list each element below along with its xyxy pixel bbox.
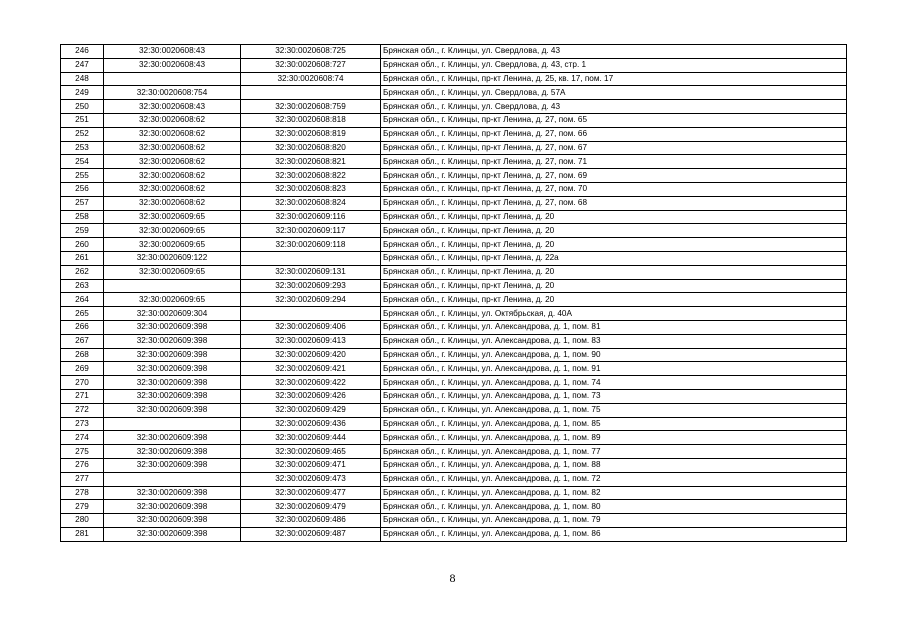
address-cell: Брянская обл., г. Клинцы, ул. Александрова, д. 1, пом. 75 [381,403,847,417]
cadastral-number-cell: 32:30:0020608:823 [241,182,381,196]
address-cell: Брянская обл., г. Клинцы, ул. Октябрьская, д. 40А [381,307,847,321]
row-number-cell: 258 [61,210,104,224]
table-row [61,251,847,265]
table-row [61,376,847,390]
cadastral-number-cell: 32:30:0020609:118 [241,238,381,252]
row-number-cell: 281 [61,527,104,541]
cadastral-number-cell: 32:30:0020608:822 [241,169,381,183]
address-cell: Брянская обл., г. Клинцы, ул. Александрова, д. 1, пом. 91 [381,362,847,376]
address-cell: Брянская обл., г. Клинцы, ул. Александрова, д. 1, пом. 77 [381,445,847,459]
cadastral-number-cell: 32:30:0020609:117 [241,224,381,238]
cadastral-number-cell: 32:30:0020609:406 [241,320,381,334]
table-row [61,514,847,528]
cadastral-number-cell: 32:30:0020609:436 [241,417,381,431]
row-number-cell: 276 [61,458,104,472]
page-number: 8 [449,571,456,585]
parent-cadastral-number-cell: 32:30:0020608:43 [104,58,241,72]
row-number-cell: 269 [61,362,104,376]
parent-cadastral-number-cell: 32:30:0020609:398 [104,362,241,376]
cadastral-number-cell: 32:30:0020608:821 [241,155,381,169]
row-number-cell: 275 [61,445,104,459]
cadastral-number-cell: 32:30:0020608:819 [241,127,381,141]
table-row [61,72,847,86]
parent-cadastral-number-cell: 32:30:0020608:62 [104,113,241,127]
cadastral-number-cell [241,86,381,100]
cadastral-number-cell: 32:30:0020609:444 [241,431,381,445]
address-cell: Брянская обл., г. Клинцы, ул. Александрова, д. 1, пом. 83 [381,334,847,348]
cadastral-number-cell [241,251,381,265]
table-row [61,486,847,500]
parent-cadastral-number-cell: 32:30:0020608:62 [104,155,241,169]
table-row [61,348,847,362]
row-number-cell: 259 [61,224,104,238]
table-row [61,293,847,307]
cadastral-table [60,44,847,542]
address-cell: Брянская обл., г. Клинцы, ул. Свердлова, д. 57А [381,86,847,100]
row-number-cell: 267 [61,334,104,348]
table-row [61,389,847,403]
parent-cadastral-number-cell: 32:30:0020608:754 [104,86,241,100]
table-row [61,320,847,334]
table-row [61,127,847,141]
parent-cadastral-number-cell [104,279,241,293]
row-number-cell: 261 [61,251,104,265]
address-cell: Брянская обл., г. Клинцы, пр-кт Ленина, д. 27, пом. 71 [381,155,847,169]
table-row [61,100,847,114]
address-cell: Брянская обл., г. Клинцы, ул. Александрова, д. 1, пом. 72 [381,472,847,486]
cadastral-number-cell: 32:30:0020608:818 [241,113,381,127]
parent-cadastral-number-cell: 32:30:0020609:398 [104,376,241,390]
cadastral-number-cell: 32:30:0020608:820 [241,141,381,155]
parent-cadastral-number-cell: 32:30:0020608:43 [104,45,241,59]
parent-cadastral-number-cell: 32:30:0020609:398 [104,514,241,528]
address-cell: Брянская обл., г. Клинцы, ул. Александрова, д. 1, пом. 86 [381,527,847,541]
cadastral-number-cell: 32:30:0020609:420 [241,348,381,362]
row-number-cell: 263 [61,279,104,293]
cadastral-number-cell: 32:30:0020609:465 [241,445,381,459]
table-row [61,182,847,196]
address-cell: Брянская обл., г. Клинцы, ул. Александрова, д. 1, пом. 88 [381,458,847,472]
row-number-cell: 247 [61,58,104,72]
address-cell: Брянская обл., г. Клинцы, пр-кт Ленина, д. 27, пом. 66 [381,127,847,141]
parent-cadastral-number-cell: 32:30:0020609:398 [104,500,241,514]
cadastral-number-cell: 32:30:0020609:426 [241,389,381,403]
table-row [61,307,847,321]
address-cell: Брянская обл., г. Клинцы, пр-кт Ленина, д. 20 [381,210,847,224]
address-cell: Брянская обл., г. Клинцы, ул. Свердлова, д. 43 [381,45,847,59]
table-row [61,334,847,348]
parent-cadastral-number-cell: 32:30:0020608:43 [104,100,241,114]
address-cell: Брянская обл., г. Клинцы, ул. Александрова, д. 1, пом. 90 [381,348,847,362]
row-number-cell: 270 [61,376,104,390]
address-cell: Брянская обл., г. Клинцы, пр-кт Ленина, д. 25, кв. 17, пом. 17 [381,72,847,86]
row-number-cell: 251 [61,113,104,127]
parent-cadastral-number-cell: 32:30:0020609:65 [104,293,241,307]
table-row [61,210,847,224]
address-cell: Брянская обл., г. Клинцы, пр-кт Ленина, д. 27, пом. 69 [381,169,847,183]
address-cell: Брянская обл., г. Клинцы, пр-кт Ленина, д. 20 [381,293,847,307]
row-number-cell: 257 [61,196,104,210]
table-row [61,527,847,541]
cadastral-number-cell: 32:30:0020609:473 [241,472,381,486]
table-row [61,113,847,127]
table-row [61,403,847,417]
parent-cadastral-number-cell: 32:30:0020609:398 [104,527,241,541]
address-cell: Брянская обл., г. Клинцы, ул. Александрова, д. 1, пом. 79 [381,514,847,528]
address-cell: Брянская обл., г. Клинцы, пр-кт Ленина, д. 20 [381,238,847,252]
parent-cadastral-number-cell: 32:30:0020609:304 [104,307,241,321]
table-row [61,362,847,376]
row-number-cell: 262 [61,265,104,279]
address-cell: Брянская обл., г. Клинцы, ул. Свердлова, д. 43 [381,100,847,114]
parent-cadastral-number-cell: 32:30:0020608:62 [104,127,241,141]
table-row [61,141,847,155]
address-cell: Брянская обл., г. Клинцы, пр-кт Ленина, д. 20 [381,224,847,238]
address-cell: Брянская обл., г. Клинцы, пр-кт Ленина, д. 27, пом. 67 [381,141,847,155]
row-number-cell: 266 [61,320,104,334]
table-row [61,445,847,459]
cadastral-number-cell: 32:30:0020609:471 [241,458,381,472]
cadastral-number-cell: 32:30:0020608:824 [241,196,381,210]
table-row [61,472,847,486]
cadastral-number-cell: 32:30:0020609:486 [241,514,381,528]
address-cell: Брянская обл., г. Клинцы, пр-кт Ленина, д. 20 [381,265,847,279]
row-number-cell: 268 [61,348,104,362]
row-number-cell: 265 [61,307,104,321]
table-row [61,169,847,183]
address-cell: Брянская обл., г. Клинцы, ул. Александрова, д. 1, пом. 73 [381,389,847,403]
row-number-cell: 252 [61,127,104,141]
row-number-cell: 255 [61,169,104,183]
cadastral-number-cell: 32:30:0020609:429 [241,403,381,417]
address-cell: Брянская обл., г. Клинцы, ул. Александрова, д. 1, пом. 85 [381,417,847,431]
row-number-cell: 274 [61,431,104,445]
cadastral-number-cell: 32:30:0020609:413 [241,334,381,348]
parent-cadastral-number-cell: 32:30:0020608:62 [104,141,241,155]
table-row [61,458,847,472]
cadastral-number-cell: 32:30:0020608:727 [241,58,381,72]
parent-cadastral-number-cell [104,72,241,86]
cadastral-number-cell: 32:30:0020609:477 [241,486,381,500]
parent-cadastral-number-cell: 32:30:0020609:65 [104,224,241,238]
address-cell: Брянская обл., г. Клинцы, пр-кт Ленина, д. 20 [381,279,847,293]
parent-cadastral-number-cell: 32:30:0020609:398 [104,348,241,362]
table-body [61,45,847,542]
parent-cadastral-number-cell: 32:30:0020609:398 [104,403,241,417]
table-row [61,417,847,431]
parent-cadastral-number-cell: 32:30:0020608:62 [104,169,241,183]
row-number-cell: 254 [61,155,104,169]
parent-cadastral-number-cell: 32:30:0020608:62 [104,196,241,210]
row-number-cell: 278 [61,486,104,500]
parent-cadastral-number-cell: 32:30:0020609:398 [104,320,241,334]
cadastral-number-cell: 32:30:0020609:293 [241,279,381,293]
cadastral-number-cell: 32:30:0020609:422 [241,376,381,390]
cadastral-number-cell: 32:30:0020609:131 [241,265,381,279]
parent-cadastral-number-cell: 32:30:0020609:65 [104,210,241,224]
row-number-cell: 273 [61,417,104,431]
address-cell: Брянская обл., г. Клинцы, пр-кт Ленина, д. 27, пом. 68 [381,196,847,210]
cadastral-number-cell: 32:30:0020608:759 [241,100,381,114]
address-cell: Брянская обл., г. Клинцы, ул. Александрова, д. 1, пом. 89 [381,431,847,445]
parent-cadastral-number-cell [104,472,241,486]
table-row [61,224,847,238]
row-number-cell: 246 [61,45,104,59]
cadastral-number-cell: 32:30:0020609:421 [241,362,381,376]
parent-cadastral-number-cell: 32:30:0020609:398 [104,486,241,500]
row-number-cell: 279 [61,500,104,514]
parent-cadastral-number-cell: 32:30:0020609:398 [104,334,241,348]
table-row [61,86,847,100]
table-row [61,58,847,72]
row-number-cell: 248 [61,72,104,86]
parent-cadastral-number-cell: 32:30:0020609:398 [104,458,241,472]
cadastral-number-cell: 32:30:0020609:294 [241,293,381,307]
address-cell: Брянская обл., г. Клинцы, ул. Александрова, д. 1, пом. 80 [381,500,847,514]
row-number-cell: 280 [61,514,104,528]
row-number-cell: 250 [61,100,104,114]
parent-cadastral-number-cell: 32:30:0020609:122 [104,251,241,265]
table-row [61,500,847,514]
table-row [61,279,847,293]
cadastral-number-cell: 32:30:0020609:487 [241,527,381,541]
address-cell: Брянская обл., г. Клинцы, пр-кт Ленина, д. 27, пом. 65 [381,113,847,127]
parent-cadastral-number-cell: 32:30:0020609:398 [104,389,241,403]
table-row [61,155,847,169]
table-row [61,238,847,252]
table-row [61,196,847,210]
parent-cadastral-number-cell: 32:30:0020609:65 [104,238,241,252]
row-number-cell: 260 [61,238,104,252]
row-number-cell: 271 [61,389,104,403]
row-number-cell: 264 [61,293,104,307]
cadastral-number-cell: 32:30:0020608:74 [241,72,381,86]
parent-cadastral-number-cell: 32:30:0020609:65 [104,265,241,279]
cadastral-number-cell [241,307,381,321]
address-cell: Брянская обл., г. Клинцы, пр-кт Ленина, д. 27, пом. 70 [381,182,847,196]
parent-cadastral-number-cell: 32:30:0020609:398 [104,445,241,459]
address-cell: Брянская обл., г. Клинцы, ул. Свердлова, д. 43, стр. 1 [381,58,847,72]
row-number-cell: 272 [61,403,104,417]
address-cell: Брянская обл., г. Клинцы, ул. Александрова, д. 1, пом. 81 [381,320,847,334]
cadastral-number-cell: 32:30:0020609:116 [241,210,381,224]
table-row [61,265,847,279]
row-number-cell: 253 [61,141,104,155]
address-cell: Брянская обл., г. Клинцы, ул. Александрова, д. 1, пом. 74 [381,376,847,390]
row-number-cell: 277 [61,472,104,486]
cadastral-number-cell: 32:30:0020608:725 [241,45,381,59]
row-number-cell: 256 [61,182,104,196]
parent-cadastral-number-cell: 32:30:0020608:62 [104,182,241,196]
address-cell: Брянская обл., г. Клинцы, пр-кт Ленина, д. 22а [381,251,847,265]
parent-cadastral-number-cell [104,417,241,431]
address-cell: Брянская обл., г. Клинцы, ул. Александрова, д. 1, пом. 82 [381,486,847,500]
table-row [61,45,847,59]
table-row [61,431,847,445]
row-number-cell: 249 [61,86,104,100]
cadastral-number-cell: 32:30:0020609:479 [241,500,381,514]
parent-cadastral-number-cell: 32:30:0020609:398 [104,431,241,445]
